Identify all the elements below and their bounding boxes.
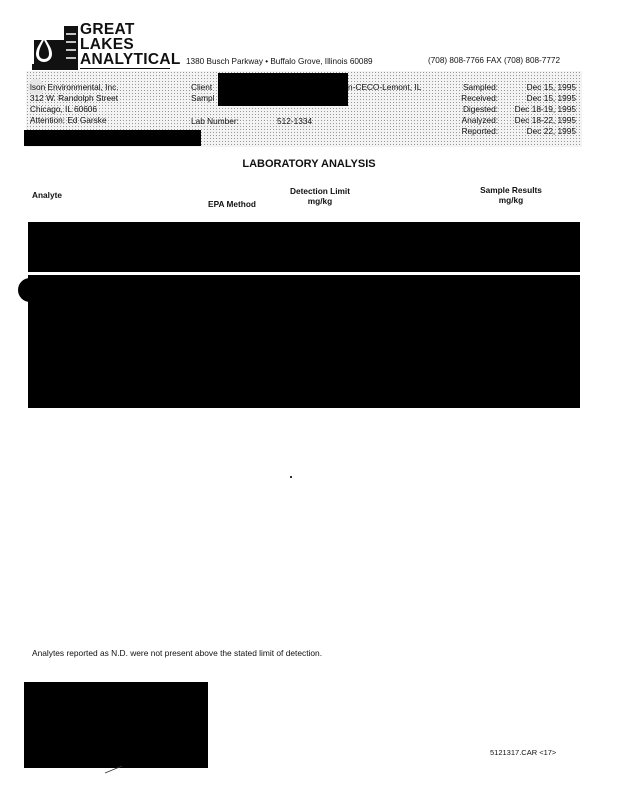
client-value: n-CECO-Lemont, IL [348, 82, 422, 92]
digested-value: Dec 18-19, 1995 [514, 104, 576, 114]
reported-value: Dec 22, 1995 [526, 126, 576, 136]
received-label: Received: [461, 93, 498, 103]
reported-label: Reported: [461, 126, 498, 136]
company-logo-icon [30, 26, 78, 70]
letterhead-rule [80, 68, 170, 69]
client-company: lson Environmental, Inc. [30, 82, 119, 92]
analyzed-label: Analyzed: [461, 115, 498, 125]
client-city: Chicago, IL 60606 [30, 104, 98, 114]
received-value: Dec 15, 1995 [526, 93, 576, 103]
column-header-sample-results [456, 185, 566, 205]
column-header-epa-method: EPA Method [208, 199, 256, 209]
sample-results-title: Sample Results [480, 185, 542, 195]
detection-limit-unit: mg/kg [307, 196, 333, 206]
sampled-label: Sampled: [462, 82, 498, 92]
redaction-header-note [24, 130, 201, 146]
sample-label: Sampl [191, 93, 215, 103]
stray-mark [290, 476, 292, 478]
footnote: Analytes reported as N.D. were not present above the stated limit of detection. [32, 648, 323, 658]
redaction-table-body [28, 275, 580, 408]
detection-limit-title: Detection Limit [290, 186, 350, 196]
sampled-value: Dec 15, 1995 [526, 82, 576, 92]
sample-results-unit: mg/kg [498, 195, 524, 205]
lab-number-label: Lab Number: [191, 116, 239, 126]
company-name-line2: LAKES [80, 36, 135, 53]
company-name [80, 22, 181, 67]
analyzed-value: Dec 18-22, 1995 [514, 115, 576, 125]
client-label: Client [191, 82, 213, 92]
company-name-line1: GREAT [80, 21, 135, 38]
document-reference: 5121317.CAR <17> [490, 748, 557, 757]
signature-tail-mark [104, 764, 124, 774]
report-title: LABORATORY ANALYSIS [242, 158, 376, 170]
client-street: 312 W. Randolph Street [30, 93, 119, 103]
company-phone-fax: (708) 808-7766 FAX (708) 808-7772 [428, 56, 560, 65]
company-address: 1380 Busch Parkway • Buffalo Grove, Illinois 60089 [186, 57, 373, 66]
column-header-analyte: Analyte [32, 190, 62, 200]
redaction-circle-mark [18, 278, 42, 302]
redaction-client-name [218, 73, 348, 106]
redaction-table-top [28, 222, 580, 272]
company-name-line3: ANALYTICAL [80, 51, 181, 68]
redaction-signature [24, 682, 208, 768]
client-attention: Attention: Ed Garske [30, 115, 107, 125]
digested-label: Digested: [462, 104, 498, 114]
column-header-detection-limit [272, 186, 368, 206]
lab-number-value: 512-1334 [277, 116, 313, 126]
